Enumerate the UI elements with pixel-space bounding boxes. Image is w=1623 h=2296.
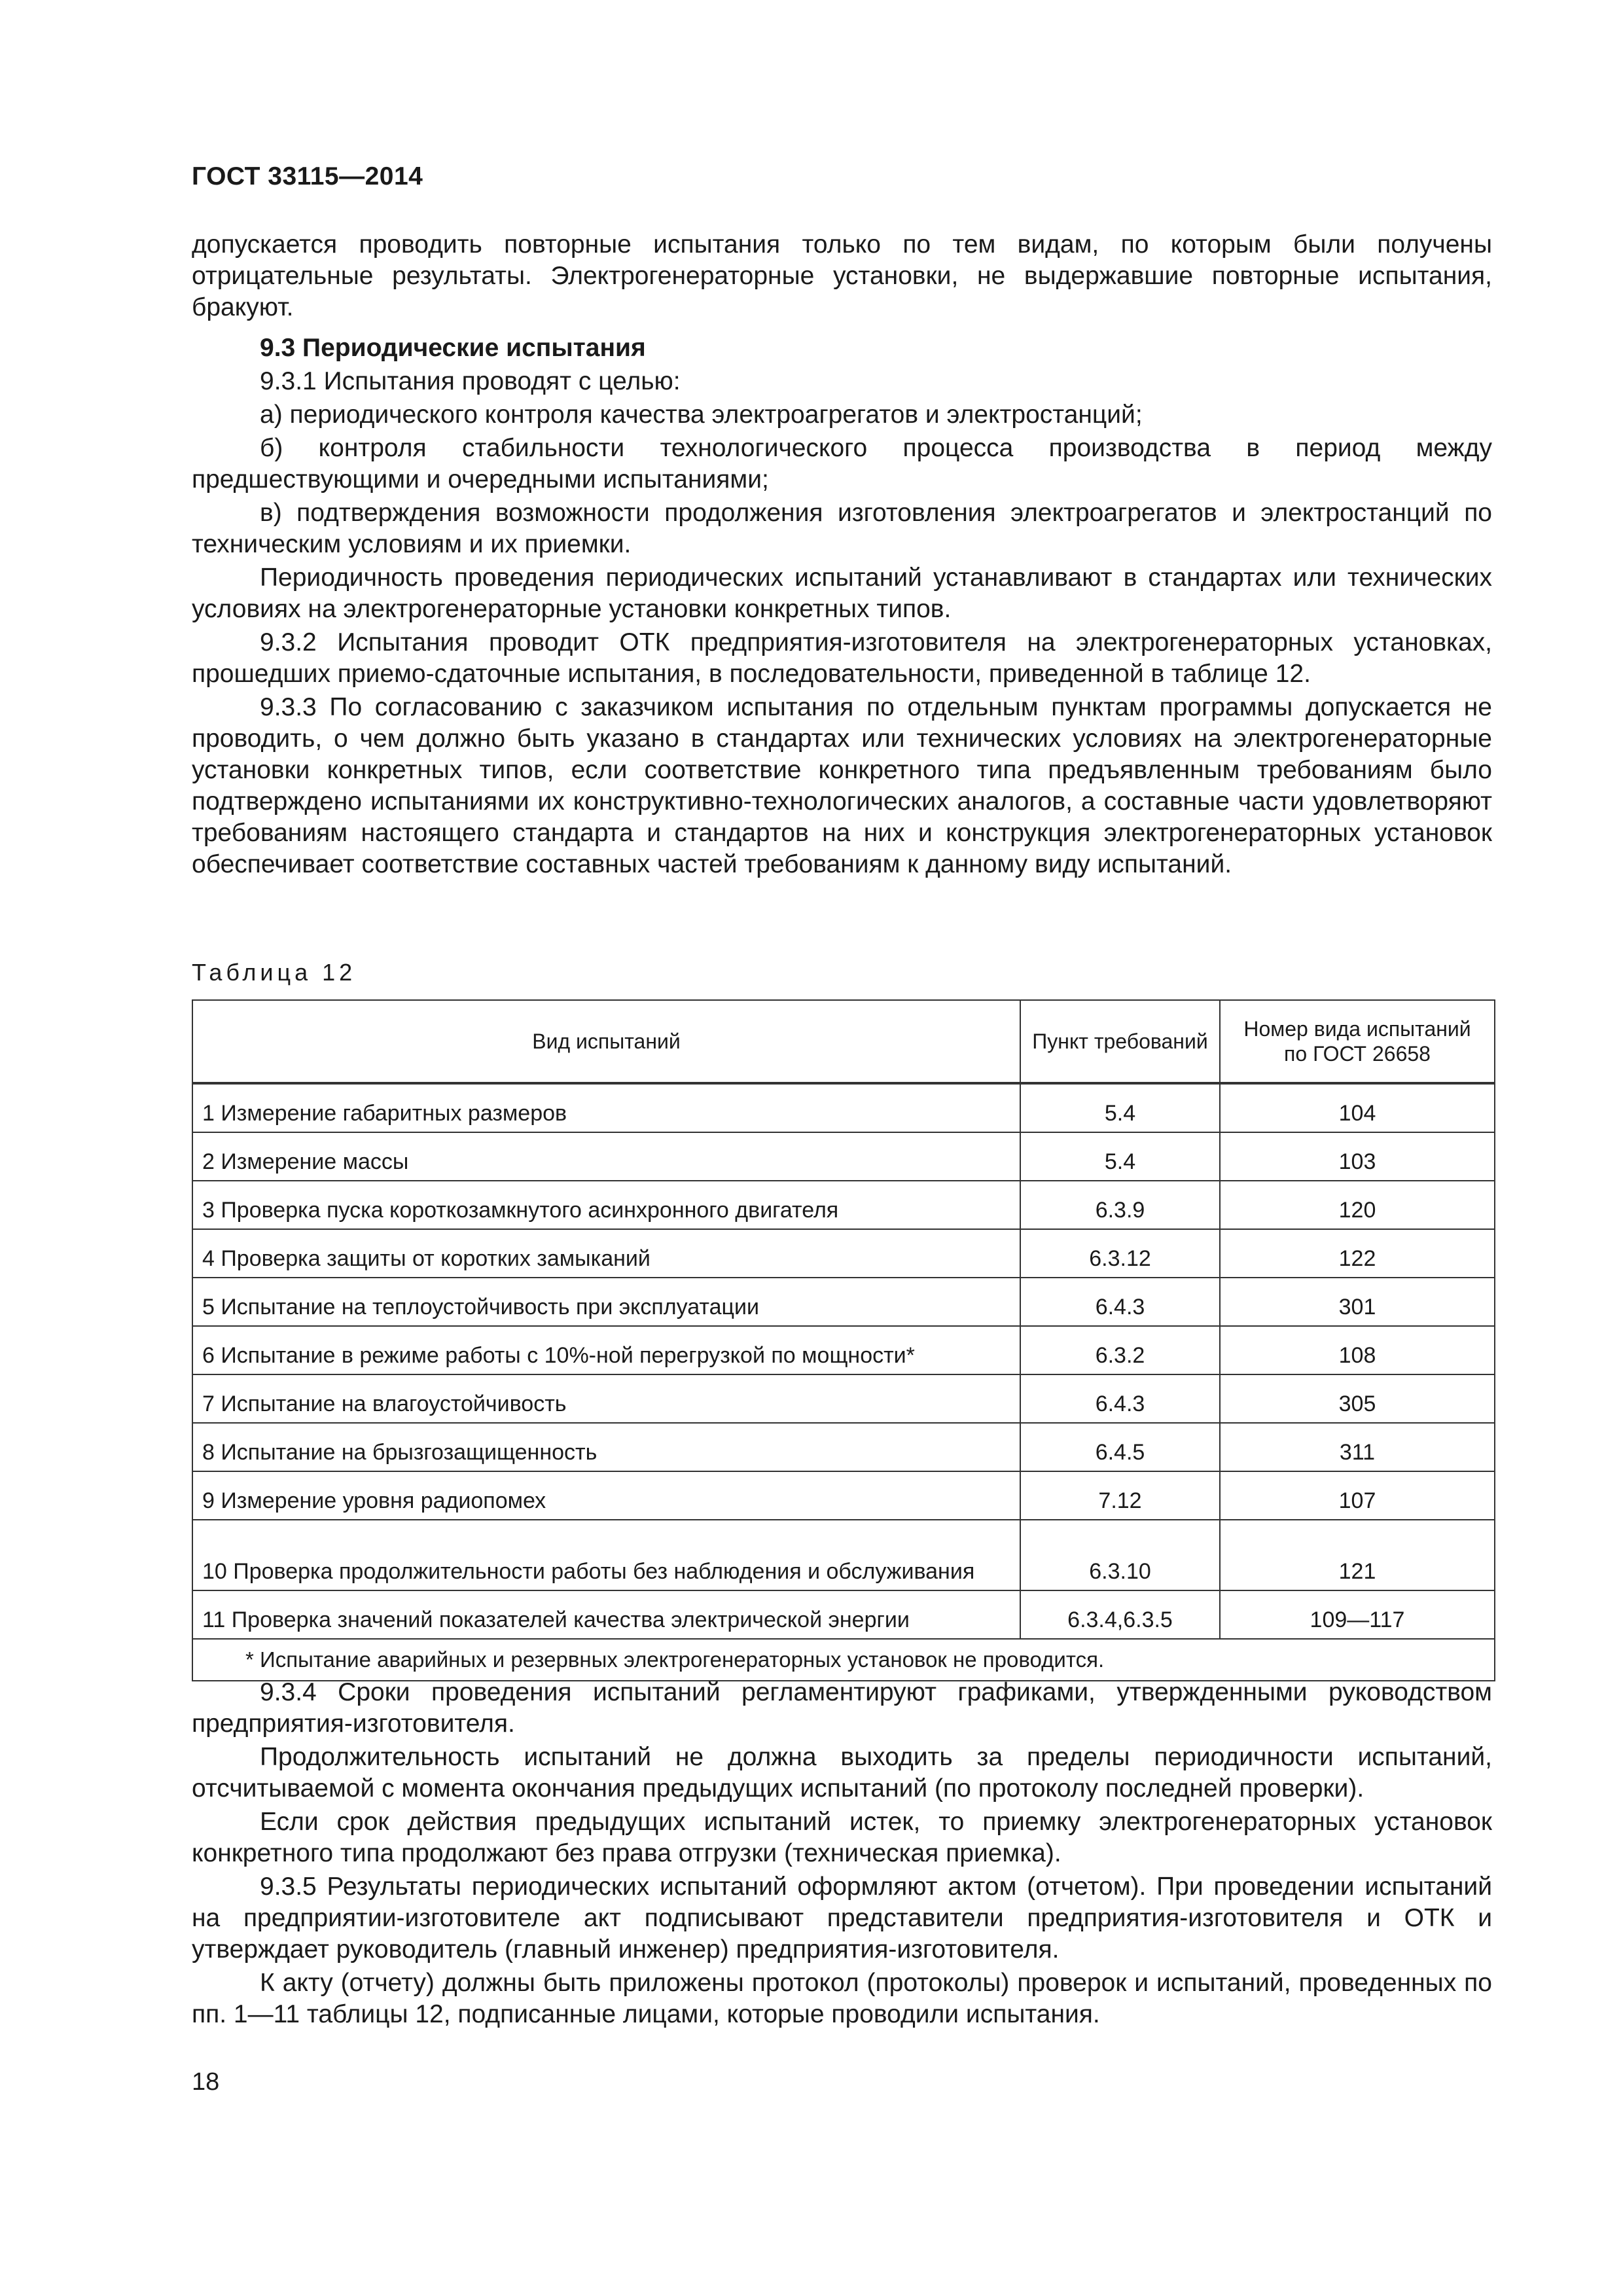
- table-row: [192, 1326, 1495, 1374]
- table-row: [192, 1132, 1495, 1181]
- clause-cell: 6.3.4,6.3.5: [1020, 1590, 1220, 1639]
- test-number-cell: 108: [1220, 1326, 1495, 1374]
- test-name-cell: 8 Испытание на брызгозащищенность: [192, 1423, 1020, 1471]
- table-row: [192, 1520, 1495, 1590]
- test-number-cell: 305: [1220, 1374, 1495, 1423]
- lower-text-block: [192, 1677, 1492, 2032]
- test-number-cell: 121: [1220, 1520, 1495, 1590]
- table-row: [192, 1374, 1495, 1423]
- table-row: [192, 1181, 1495, 1229]
- table-header-row: [192, 1000, 1495, 1083]
- paragraph-9-3-5: 9.3.5 Результаты периодических испытаний оформляют актом (отчетом). При проведении испытаний на предприятии-изготовителе акт подписывают представители предприятия-изготовителя и ОТК и утверждает руководитель (главный инженер) предприятия-изготовителя.: [192, 1873, 1492, 1964]
- test-number-cell: 301: [1220, 1278, 1495, 1326]
- table-row: [192, 1590, 1495, 1639]
- upper-text-block: [192, 229, 1492, 882]
- page-number: 18: [192, 2068, 220, 2096]
- table-caption: Таблица 12: [192, 959, 357, 986]
- test-name-cell: 1 Измерение габаритных размеров: [192, 1083, 1020, 1132]
- clause-cell: 6.3.9: [1020, 1181, 1220, 1229]
- table-footnote: * Испытание аварийных и резервных электрогенераторных установок не проводится.: [192, 1639, 1495, 1681]
- paragraph-9-3-3: 9.3.3 По согласованию с заказчиком испытания по отдельным пунктам программы допускается не проводить, о чем должно быть указано в стандартах или технических условиях на электрогенераторные установки конкретных типов, если соответствие конкретного типа предъявленным требованиям было подтверждено испытаниями их конструктивно-технологических аналогов, а составные части удовлетворяют требованиям настоящего стандарта и стандартов на них и конструкция электрогенераторных установок обеспечивает соответствие составных частей требованиям к данному виду испытаний.: [192, 693, 1492, 878]
- paragraph-periodicity: Периодичность проведения периодических испытаний устанавливают в стандартах или технических условиях на электрогенераторные установки конкретных типов.: [192, 564, 1492, 623]
- column-header-test-number: Номер вида испытаний по ГОСТ 26658: [1220, 1000, 1495, 1083]
- test-name-cell: 9 Измерение уровня радиопомех: [192, 1471, 1020, 1520]
- paragraph-act: К акту (отчету) должны быть приложены протокол (протоколы) проверок и испытаний, проведенных по пп. 1—11 таблицы 12, подписанные лицами, которые проводили испытания.: [192, 1969, 1492, 2028]
- table-row: [192, 1471, 1495, 1520]
- paragraph-intro: допускается проводить повторные испытания только по тем видам, по которым были получены отрицательные результаты. Электрогенераторные установки, не выдержавшие повторные испытания, бракуют.: [192, 230, 1492, 321]
- table-footnote-row: [192, 1639, 1495, 1681]
- paragraph-item-c: в) подтверждения возможности продолжения изготовления электроагрегатов и электростанций по техническим условиям и их приемки.: [192, 499, 1492, 558]
- paragraph-expired: Если срок действия предыдущих испытаний истек, то приемку электрогенераторных установок конкретного типа продолжают без права отгрузки (техническая приемка).: [192, 1808, 1492, 1867]
- test-name-cell: 7 Испытание на влагоустойчивость: [192, 1374, 1020, 1423]
- document-header: ГОСТ 33115—2014: [192, 162, 423, 190]
- paragraph-item-b: б) контроля стабильности технологического процесса производства в период между предшествующими и очередными испытаниями;: [192, 434, 1492, 493]
- column-header-clause: Пункт требований: [1020, 1000, 1220, 1083]
- test-number-cell: 103: [1220, 1132, 1495, 1181]
- clause-cell: 6.4.3: [1020, 1374, 1220, 1423]
- test-number-cell: 122: [1220, 1229, 1495, 1278]
- paragraph-9-3-2: 9.3.2 Испытания проводит ОТК предприятия-изготовителя на электрогенераторных установках, прошедших приемо-сдаточные испытания, в последовательности, приведенной в таблице 12.: [192, 628, 1492, 688]
- clause-cell: 6.3.10: [1020, 1520, 1220, 1590]
- table-row: [192, 1229, 1495, 1278]
- test-name-cell: 3 Проверка пуска короткозамкнутого асинхронного двигателя: [192, 1181, 1020, 1229]
- test-number-cell: 104: [1220, 1083, 1495, 1132]
- test-name-cell: 10 Проверка продолжительности работы без наблюдения и обслуживания: [192, 1520, 1020, 1590]
- test-name-cell: 2 Измерение массы: [192, 1132, 1020, 1181]
- paragraph-duration: Продолжительность испытаний не должна выходить за пределы периодичности испытаний, отсчитываемой с момента окончания предыдущих испытаний (по протоколу последней проверки).: [192, 1743, 1492, 1803]
- test-number-cell: 311: [1220, 1423, 1495, 1471]
- tests-table: [192, 999, 1495, 1681]
- test-number-cell: 107: [1220, 1471, 1495, 1520]
- table-row: [192, 1083, 1495, 1132]
- paragraph-item-a: а) периодического контроля качества электроагрегатов и электростанций;: [260, 401, 1143, 429]
- test-name-cell: 11 Проверка значений показателей качества электрической энергии: [192, 1590, 1020, 1639]
- clause-cell: 5.4: [1020, 1132, 1220, 1181]
- test-number-cell: 109—117: [1220, 1590, 1495, 1639]
- test-name-cell: 6 Испытание в режиме работы с 10%-ной перегрузкой по мощности*: [192, 1326, 1020, 1374]
- table-row: [192, 1423, 1495, 1471]
- test-name-cell: 5 Испытание на теплоустойчивость при эксплуатации: [192, 1278, 1020, 1326]
- paragraph-9-3-1: 9.3.1 Испытания проводят с целью:: [260, 367, 681, 395]
- column-header-test-type: Вид испытаний: [192, 1000, 1020, 1083]
- clause-cell: 6.4.5: [1020, 1423, 1220, 1471]
- table-row: [192, 1278, 1495, 1326]
- clause-cell: 7.12: [1020, 1471, 1220, 1520]
- test-number-cell: 120: [1220, 1181, 1495, 1229]
- clause-cell: 6.4.3: [1020, 1278, 1220, 1326]
- paragraph-9-3-4: 9.3.4 Сроки проведения испытаний регламентируют графиками, утвержденными руководством предприятия-изготовителя.: [192, 1678, 1492, 1738]
- clause-cell: 6.3.12: [1020, 1229, 1220, 1278]
- clause-cell: 6.3.2: [1020, 1326, 1220, 1374]
- test-name-cell: 4 Проверка защиты от коротких замыканий: [192, 1229, 1020, 1278]
- section-title: 9.3 Периодические испытания: [260, 334, 646, 362]
- clause-cell: 5.4: [1020, 1083, 1220, 1132]
